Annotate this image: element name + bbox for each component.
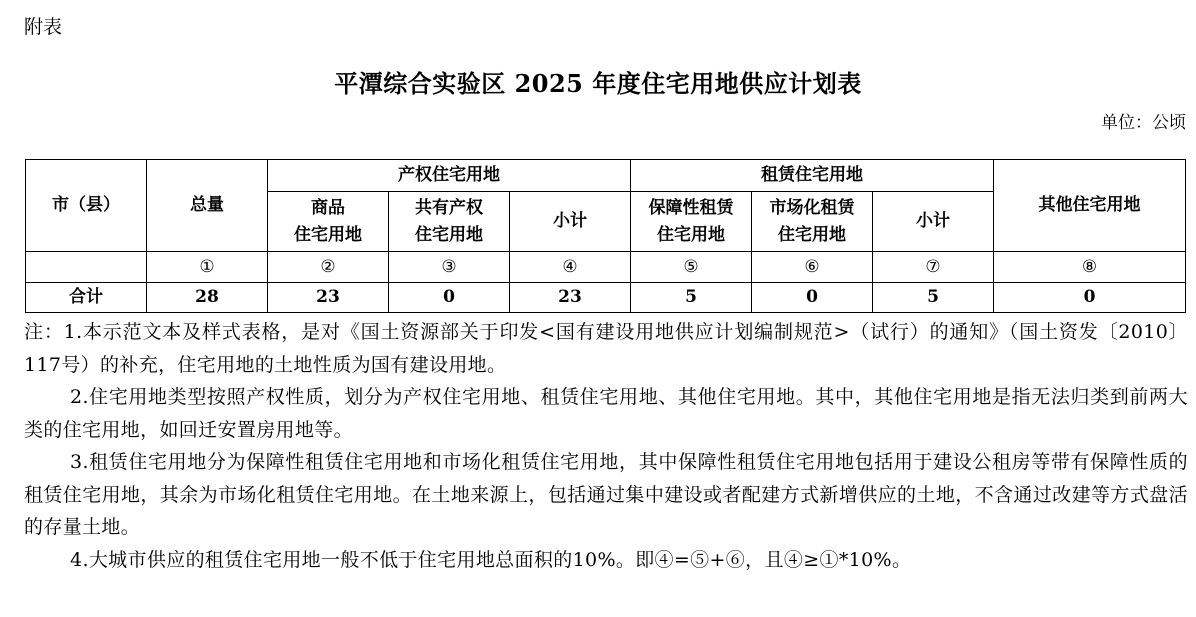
market-value-cell: 0 — [752, 283, 873, 313]
commercial-value-cell: 23 — [268, 283, 389, 313]
rental-subtotal-value-cell: 5 — [873, 283, 994, 313]
notes-section — [24, 316, 1188, 576]
header-city: 市（县） — [26, 160, 147, 252]
header-property-group: 产权住宅用地 — [268, 160, 631, 192]
index-mark: ③ — [389, 252, 510, 283]
property-subtotal-value-cell: 23 — [510, 283, 631, 313]
header-subtotal-property: 小计 — [510, 192, 631, 252]
index-mark: ② — [268, 252, 389, 283]
index-mark: ④ — [510, 252, 631, 283]
shared-value-cell: 0 — [389, 283, 510, 313]
header-total: 总量 — [147, 160, 268, 252]
index-cell-empty — [26, 252, 147, 283]
header-guaranteed-rental: 保障性租赁 住宅用地 — [631, 192, 752, 252]
header-market-rental: 市场化租赁 住宅用地 — [752, 192, 873, 252]
header-commercial: 商品 住宅用地 — [268, 192, 389, 252]
header-subtotal-rental: 小计 — [873, 192, 994, 252]
total-value-cell: 28 — [147, 283, 268, 313]
header-shared-property: 共有产权 住宅用地 — [389, 192, 510, 252]
index-mark: ① — [147, 252, 268, 283]
note-1: 注：1.本示范文本及样式表格，是对《国土资源部关于印发<国有建设用地供应计划编制规范>（试行）的通知》（国土资发〔2010〕117号）的补充，住宅用地的土地性质为国有建设用地。 — [24, 321, 1188, 376]
note-2: 2.住宅用地类型按照产权性质，划分为产权住宅用地、租赁住宅用地、其他住宅用地。其中，其他住宅用地是指无法归类到前两大类的住宅用地，如回迁安置房用地等。 — [24, 386, 1188, 441]
index-mark: ⑥ — [752, 252, 873, 283]
unit-label: 单位：公顷 — [1101, 113, 1186, 133]
header-rental-group: 租赁住宅用地 — [631, 160, 994, 192]
supply-plan-table — [25, 159, 1186, 313]
header-other: 其他住宅用地 — [994, 160, 1186, 252]
note-3: 3.租赁住宅用地分为保障性租赁住宅用地和市场化租赁住宅用地，其中保障性租赁住宅用地包括用于建设公租房等带有保障性质的租赁住宅用地，其余为市场化租赁住宅用地。在土地来源上，包括通过集中建设或者配建方式新增供应的土地，不含通过改建等方式盘活的存量土地。 — [24, 451, 1188, 538]
appendix-label: 附表 — [24, 16, 63, 38]
total-row-label: 合计 — [26, 283, 147, 313]
index-mark: ⑤ — [631, 252, 752, 283]
page-title: 平潭综合实验区 2025 年度住宅用地供应计划表 — [334, 69, 862, 98]
index-mark: ⑦ — [873, 252, 994, 283]
guaranteed-value-cell: 5 — [631, 283, 752, 313]
note-4: 4.大城市供应的租赁住宅用地一般不低于住宅用地总面积的10%。即④=⑤+⑥，且④≥①*10%。 — [70, 548, 912, 571]
other-value-cell: 0 — [994, 283, 1186, 313]
index-mark: ⑧ — [994, 252, 1186, 283]
